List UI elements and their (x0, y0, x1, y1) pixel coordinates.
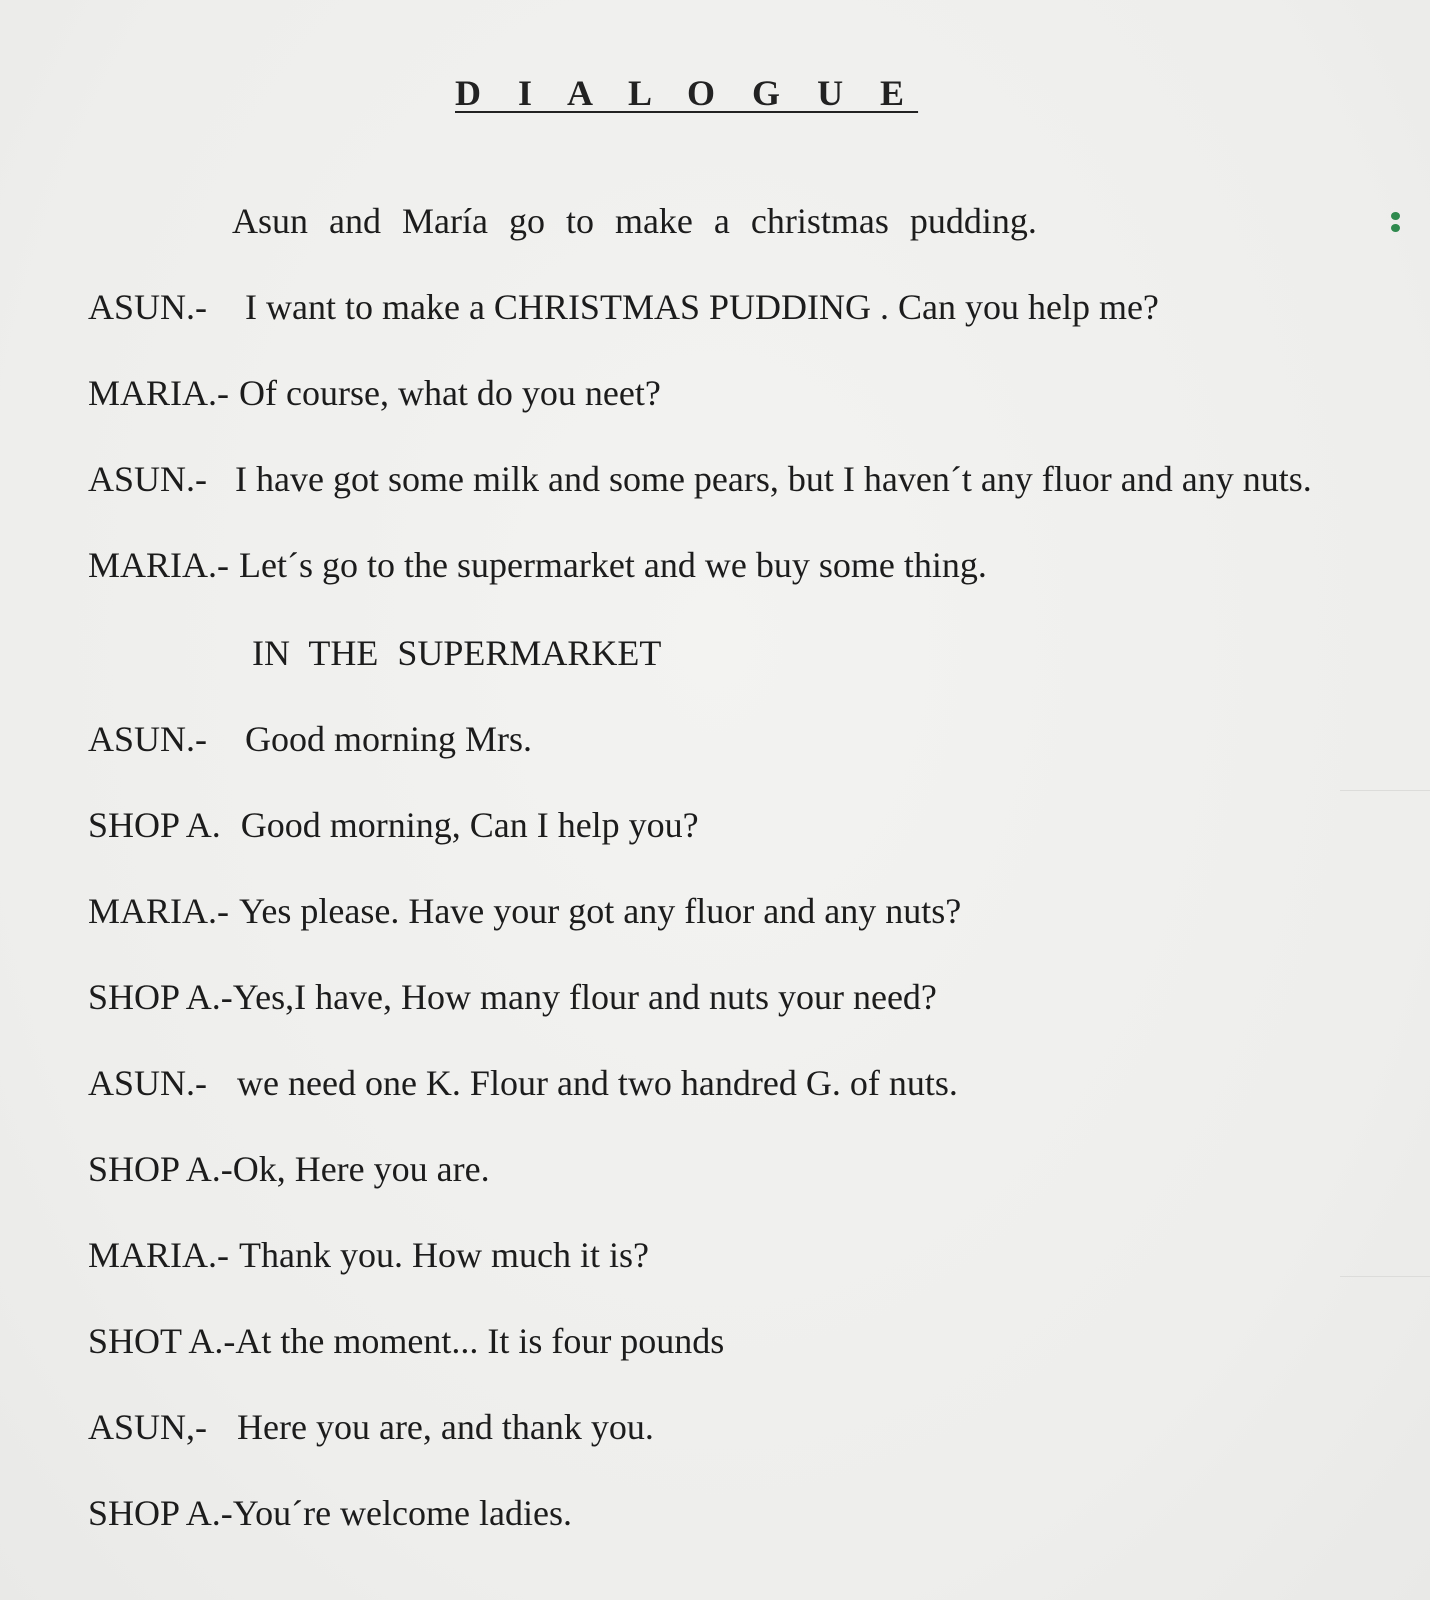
speaker-name: ASUN,- (88, 1407, 208, 1447)
speaker-name: MARIA.- (88, 891, 229, 931)
dialogue-text: I want to make a CHRISTMAS PUDDING . Can you help me? (245, 287, 1159, 327)
intro-sentence: Asun and María go to make a christmas pudding. (232, 201, 1037, 241)
speaker-name: ASUN.- (88, 459, 208, 499)
speaker-name: SHOP A.- (88, 1149, 233, 1189)
dialogue-line (88, 804, 699, 846)
dialogue-text: I have got some milk and some pears, but I haven´t any fluor and any nuts. (235, 459, 1312, 499)
margin-ink-mark (1390, 212, 1402, 234)
speaker-name: SHOP A. (88, 805, 221, 845)
dialogue-text: Yes,I have, How many flour and nuts your need? (232, 977, 937, 1017)
dialogue-line (88, 890, 961, 932)
speaker-name: ASUN.- (88, 287, 208, 327)
dialogue-line (88, 286, 1159, 328)
dialogue-text: Of course, what do you neet? (239, 373, 661, 413)
speaker-name: MARIA.- (88, 373, 229, 413)
dialogue-line (88, 1148, 490, 1190)
scan-artifact (1340, 1276, 1430, 1277)
dialogue-line (88, 1234, 649, 1276)
speaker-name: SHOP A.- (88, 1493, 233, 1533)
scene-heading: IN THE SUPERMARKET (252, 633, 662, 673)
speaker-name: MARIA.- (88, 545, 229, 585)
dialogue-line (88, 1406, 654, 1448)
scan-artifact (1340, 790, 1430, 791)
dialogue-text: Yes please. Have your got any fluor and any nuts? (239, 891, 962, 931)
dialogue-line (88, 1320, 724, 1362)
dialogue-line (88, 544, 987, 586)
dialogue-line (88, 718, 532, 760)
dialogue-text: Good morning, Can I help you? (240, 805, 699, 845)
dialogue-line (88, 458, 1312, 500)
dialogue-text: Let´s go to the supermarket and we buy some thing. (239, 545, 987, 585)
dialogue-line (88, 372, 661, 414)
dialogue-line (88, 1492, 572, 1534)
dialogue-text: You´re welcome ladies. (232, 1493, 572, 1533)
speaker-name: ASUN.- (88, 1063, 208, 1103)
dialogue-line (88, 1062, 958, 1104)
dialogue-text: Ok, Here you are. (232, 1149, 490, 1189)
dialogue-text: Thank you. How much it is? (239, 1235, 649, 1275)
speaker-name: SHOT A.- (88, 1321, 236, 1361)
dialogue-line (88, 976, 937, 1018)
speaker-name: ASUN.- (88, 719, 208, 759)
speaker-name: SHOP A.- (88, 977, 233, 1017)
dialogue-text: Good morning Mrs. (245, 719, 533, 759)
dialogue-text: Here you are, and thank you. (237, 1407, 654, 1447)
document-title: D I A L O G U E (455, 73, 919, 113)
speaker-name: MARIA.- (88, 1235, 229, 1275)
dialogue-text: At the moment... It is four pounds (235, 1321, 725, 1361)
dialogue-text: we need one K. Flour and two handred G. of nuts. (237, 1063, 958, 1103)
